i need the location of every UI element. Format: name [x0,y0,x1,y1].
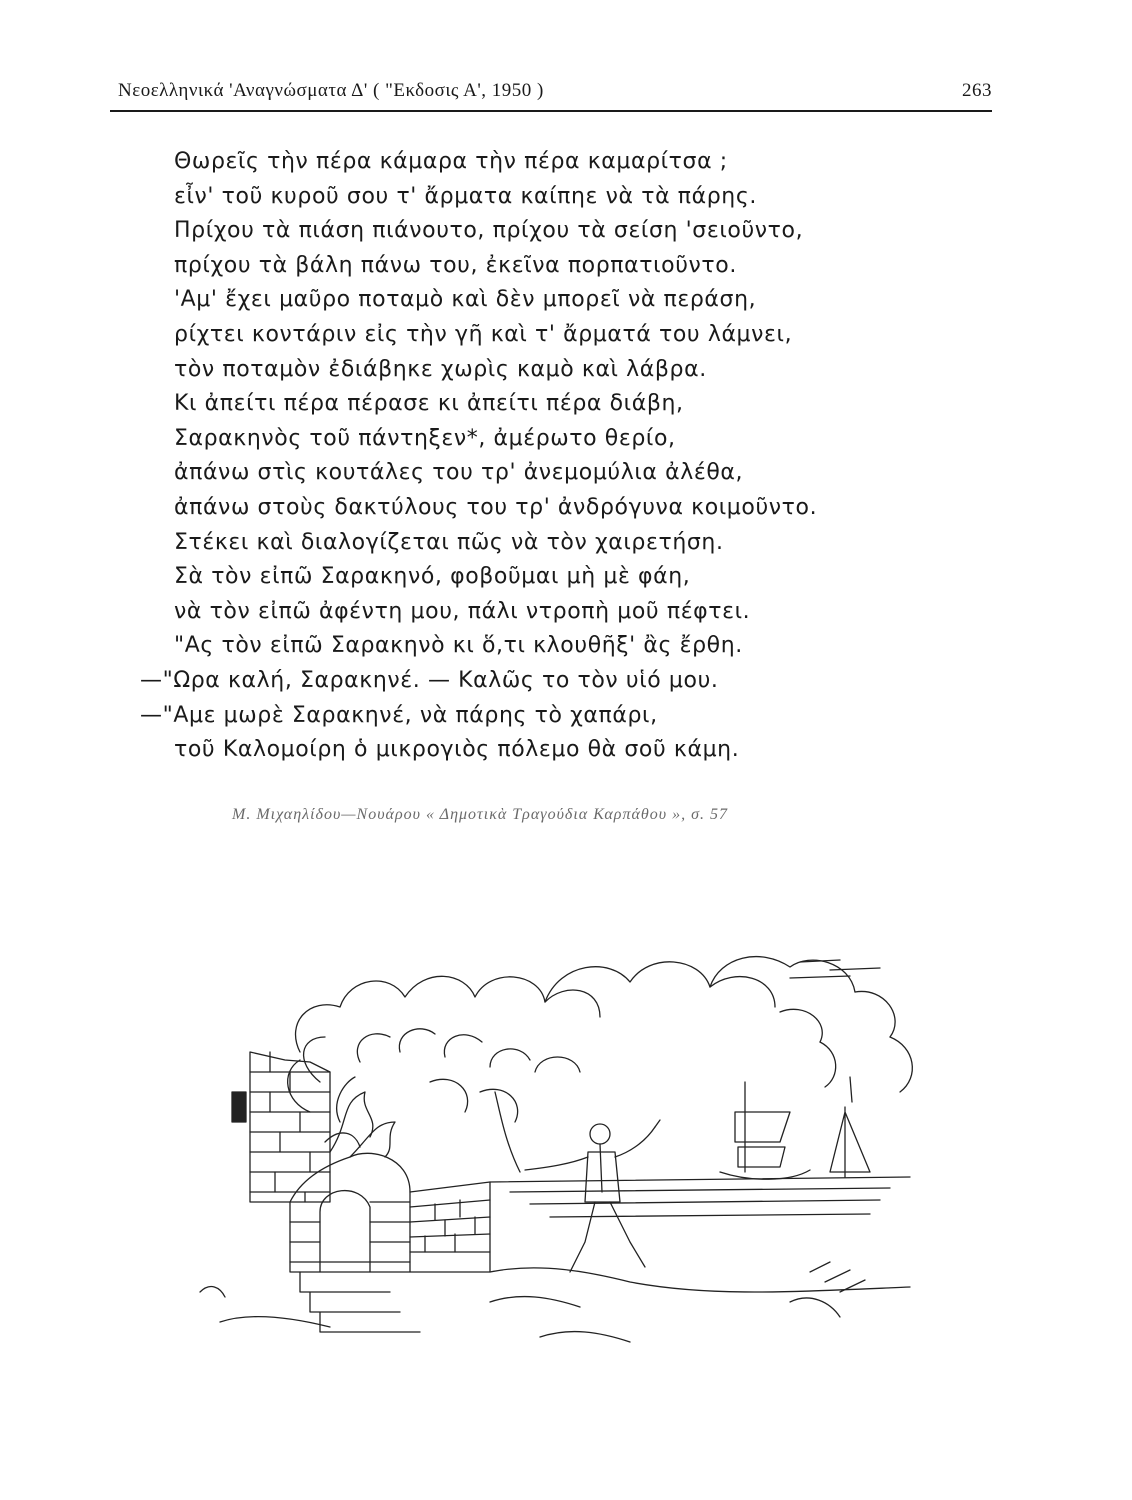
stone-tower [232,1052,360,1202]
book-title: Νεοελληνικά 'Αναγνώσματα Δ' ( "Εκδοσις Α', 1950 ) [118,80,544,101]
poem-line: Θωρεῖς τὴν πέρα κάμαρα τὴν πέρα καμαρίτσα ; [174,149,728,174]
sailing-ship [720,1077,870,1179]
poem-line: τὸν ποταμὸν ἐδιάβηκε χωρὶς καμὸ καὶ λάβρα. [174,356,707,382]
poem-line: Σὰ τὸν εἰπῶ Σαρακηνό, φοβοῦμαι μὴ μὲ φάη, [174,564,691,590]
steps [300,1272,420,1332]
poem-line: Κι ἀπείτι πέρα πέρασε κι ἀπείτι πέρα διάβη, [174,391,684,417]
poem-line: Σαρακηνὸς τοῦ πάντηξεν*, ἀμέρωτο θερίο, [174,425,676,451]
illustration-ink-drawing [190,942,950,1352]
poem-line: "Ας τὸν εἰπῶ Σαρακηνὸ κι ὅ,τι κλουθῆξ' ἂς ἔρθη. [174,633,743,659]
running-header [110,76,992,106]
poem-line: ρίχτει κοντάριν εἰς τὴν γῆ καὶ τ' ἄρματά του λάμνει, [174,321,793,347]
poem-line: νὰ τὸν εἰπῶ ἀφέντη μου, πάλι ντροπὴ μοῦ πέφτει. [174,598,751,624]
page-number: 263 [962,80,992,101]
poem-line: 'Αμ' ἔχει μαῦρο ποταμὸ καὶ δὲν μπορεῖ νὰ περάση, [174,287,757,313]
poem-line: ἀπάνω στοὺς δακτύλους του τρ' ἀνδρόγυνα κοιμοῦντο. [174,494,818,520]
arched-gate [290,1153,490,1272]
source-citation: Μ. Μιχαηλίδου—Νουάρου « Δημοτικὰ Τραγούδια Καρπάθου », σ. 57 [232,806,728,823]
poem-line: ἀπάνω στὶς κουτάλες του τρ' ἀνεμομύλια ἀλέθα, [174,460,744,486]
poem-line: Πρίχου τὰ πιάση πιάνουτο, πρίχου τὰ σείση 'σειοῦντο, [174,218,804,244]
poem-dialogue-line: —"Αμε μωρὲ Σαρακηνέ, νὰ πάρης τὸ χαπάρι, [140,702,658,728]
smoke-clouds [288,957,913,1122]
flames [330,1077,395,1157]
poem-text [140,145,970,768]
poem-line: τοῦ Καλομοίρη ὁ μικρογιὸς πόλεμο θὰ σοῦ κάμη. [174,737,740,763]
poem-dialogue-line: —"Ωρα καλή, Σαρακηνέ. — Καλῶς το τὸν υἱό μου. [140,667,719,693]
sea-horizon [490,1177,910,1292]
poem-line: Στέκει καὶ διαλογίζεται πῶς νὰ τὸν χαιρετήση. [174,529,724,555]
header-rule [110,110,992,112]
poem-line: εἶν' τοῦ κυροῦ σου τ' ἄρματα καίπηε νὰ τὰ πάρης. [174,183,757,209]
poem-line: πρίχου τὰ βάλη πάνω του, ἐκεῖνα πορπατιοῦντο. [174,252,737,278]
